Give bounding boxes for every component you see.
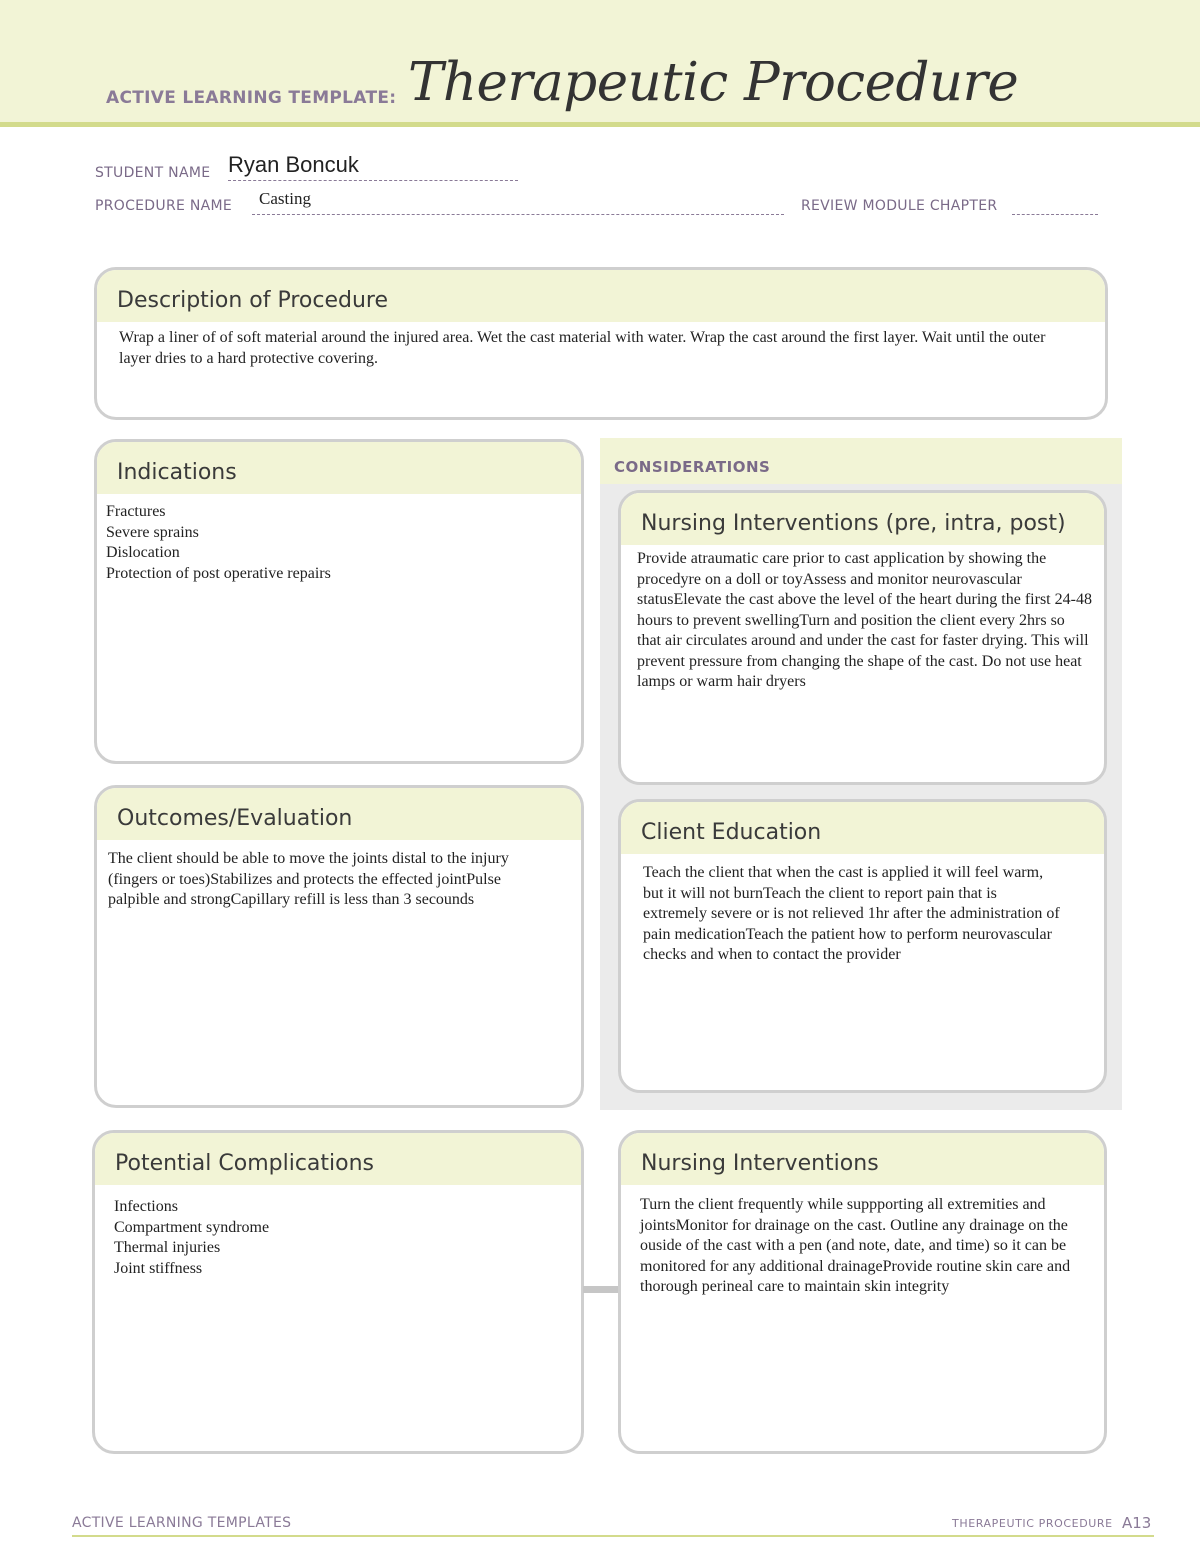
connector-bar <box>583 1286 621 1293</box>
description-text[interactable]: Wrap a liner of of soft material around the injured area. Wet the cast material with water. Wrap the cast around the first layer. Wait until the outer layer dries to a hard protective covering. <box>119 329 1046 367</box>
page-number: A13 <box>1122 1514 1152 1532</box>
indications-title: Indications <box>97 442 581 494</box>
complications-box <box>92 1130 584 1454</box>
complications-text[interactable]: Infections Compartment syndrome Thermal injuries Joint stiffness <box>114 1198 270 1277</box>
page-title: Therapeutic Procedure <box>408 52 1019 113</box>
nursing-interventions-pre-box <box>618 490 1107 785</box>
considerations-title: CONSIDERATIONS <box>614 458 771 476</box>
complications-title: Potential Complications <box>95 1133 581 1185</box>
nursing-interventions-title: Nursing Interventions <box>621 1133 1104 1185</box>
client-education-text[interactable]: Teach the client that when the cast is applied it will feel warm, but it will not burnTeach the client to report pain that is extremely severe or is not relieved 1hr after the administration of pain medicationTeach the patient how to perform neurovascular checks and when to contact the provider <box>643 864 1060 963</box>
indications-box <box>94 439 584 764</box>
client-education-box <box>618 799 1107 1093</box>
nursing-interventions-pre-title: Nursing Interventions (pre, intra, post) <box>621 493 1104 545</box>
footer-right: THERAPEUTIC PROCEDURE <box>952 1517 1113 1530</box>
student-name-field[interactable]: Ryan Boncuk <box>228 152 359 177</box>
review-module-label: REVIEW MODULE CHAPTER <box>801 198 998 214</box>
footer-left: ACTIVE LEARNING TEMPLATES <box>72 1515 292 1531</box>
outcomes-text[interactable]: The client should be able to move the joints distal to the injury (fingers or toes)Stabilizes and protects the effected jointPulse palpible and strongCapillary refill is less than 3 secounds <box>108 850 509 908</box>
indications-text[interactable]: Fractures Severe sprains Dislocation Protection of post operative repairs <box>106 503 331 582</box>
description-box <box>94 267 1108 420</box>
outcomes-box <box>94 785 584 1108</box>
nursing-interventions-text[interactable]: Turn the client frequently while suppporting all extremities and jointsMonitor for drainage on the cast. Outline any drainage on the ouside of the cast with a pen (and note, date, and time) so it can be monitored for any additional drainageProvide routine skin care and thorough perineal care to maintain skin integrity <box>640 1196 1071 1295</box>
nursing-interventions-box <box>618 1130 1107 1454</box>
procedure-name-field[interactable]: Casting <box>259 189 311 208</box>
header-rule <box>0 122 1200 127</box>
outcomes-title: Outcomes/Evaluation <box>97 788 581 840</box>
student-name-label: STUDENT NAME <box>95 165 211 181</box>
procedure-name-label: PROCEDURE NAME <box>95 198 233 214</box>
template-prefix: ACTIVE LEARNING TEMPLATE: <box>106 88 397 108</box>
client-education-title: Client Education <box>621 802 1104 854</box>
footer-rule <box>72 1535 1154 1537</box>
review-module-field[interactable] <box>1012 214 1098 215</box>
procedure-name-line <box>252 214 784 215</box>
description-title: Description of Procedure <box>97 270 1105 322</box>
student-name-line <box>228 180 518 181</box>
nursing-interventions-pre-text[interactable]: Provide atraumatic care prior to cast application by showing the procedyre on a doll or toyAssess and monitor neurovascular statusElevate the cast above the level of the heart during the first 24-48 hours to prevent swellingTurn and position the client every 2hrs so that air circulates around and under the cast for faster drying. This will prevent pressure from changing the shape of the cast. Do not use heat lamps or warm hair dryers <box>637 550 1092 690</box>
